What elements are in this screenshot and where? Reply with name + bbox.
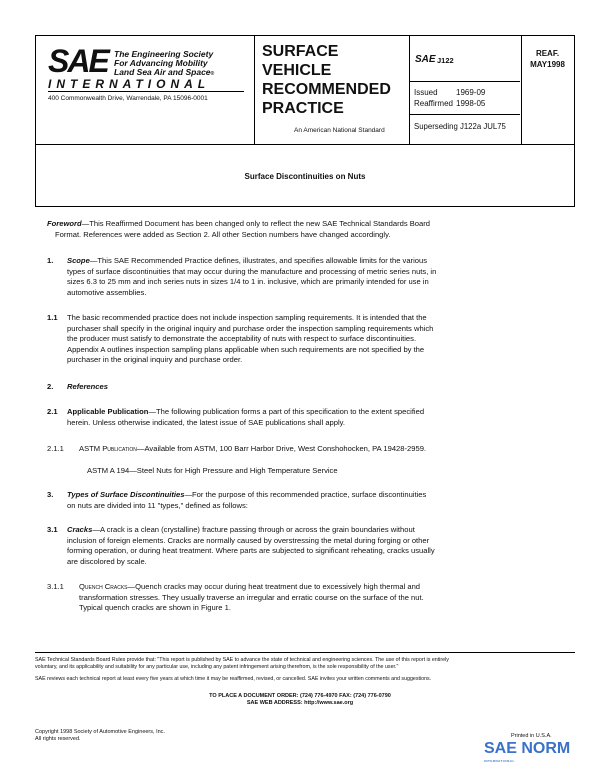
doc-type-cell [254,36,410,144]
ans-label: An American National Standard [294,127,385,134]
foreword: Foreword—This Reaffirmed Document has been changed only to reflect the new SAE Technical Standards Board Format. References were added as Section 2. All other Section numbers have changed accordingly. [47,219,430,239]
copyright: Copyright 1998 Society of Automotive Engineers, Inc. All rights reserved. [35,729,165,742]
web-address: SAE WEB ADDRESS: http://www.sae.org [246,700,354,706]
reaffirmed-stamp: REAF. MAY1998 [530,49,565,69]
footer-rule [35,652,575,653]
order-info: TO PLACE A DOCUMENT ORDER: (724) 776-4970 FAX: (724) 776-0790 [209,693,391,699]
doc-type: SURFACE VEHICLE RECOMMENDED PRACTICE [262,43,391,117]
divider [409,81,520,82]
reaffirmed-cell [521,36,574,144]
publisher-address: 400 Commonwealth Drive, Warrendale, PA 15096-0001 [48,95,208,102]
document-page: SAE The Engineering Society For Advancing Mobility Land Sea Air and Space® INTERNATIONAL 400 Commonwealth Drive, Warrendale, PA 15096-0001 SURFACE VEHICLE RECOMMENDED PRACTICE An American National Standard SAE J122 Issued 1969-09 Reaffirmed 1998-05 Superseding J122a JUL75 REAF. MAY1998 Surface Discontinuities on Nuts Foreword—This Reaffirmed Document has been changed only to reflect the new SAE Technical Standards Board Format. References were added as Section 2. All other Section numbers have changed accordingly. 1. Scope—This SAE Recommended Practice defines, illustrates, and specifies allowable limits for the various types of surface discontinuities that may occur during the manufacture and processing of metric series nuts, in sizes 6.3 to 25 mm and inch series nuts in sizes 1/4 to 1 in. inclusive, which are primarily intended for use in automotive assemblies. 1.1 The basic recommended practice does not include inspection sampling requirements. It is intended that the purchaser shall specify in the original inquiry and purchase order the inspection sampling requirements which the producer must satisfy to demonstrate the acceptability of nuts with respect to surface discontinuities. Appendix A outlines inspection sampling plans applicable when such requirements are not specified by the purchaser in the original inquiry and purchase order. 2. References 2.1 Applicable Publication—The following publication forms a part of this specification to the extent specified herein. Unless otherwise indicated, the latest issue of SAE publications shall apply. 2.1.1 ASTM Publication—Available from ASTM, 100 Barr Harbor Drive, West Conshohocken, PA 19428-2959. ASTM A 194—Steel Nuts for High Pressure and High Temperature Service 3. Types of Surface Discontinuities—For the purpose of this recommended practice, surface discontinuities on nuts are divided into 11 "types," defined as follows: 3.1 Cracks—A crack is a clean (crystalline) fracture passing through or across the grain boundaries without inclusion of foreign elements. Cracks are normally caused by overstressing the metal during forging or other forming operation, or during heat treatment. Where parts are subjected to significant reheating, cracks usually are discolored by scale. 3.1.1 Quench Cracks—Quench cracks may occur during heat treatment due to excessively high thermal and transformation stresses. They usually traverse an irregular and erratic course on the surface of the nut. Typical quench cracks are shown in Figure 1. SAE Technical Standards Board Rules provide that: "This report is published by SAE to advance the state of technical and engineering sciences. The use of this report is entirely voluntary, and its applicability and suitability for any particular use, including any patent infringement arising therefrom, is the sole responsibility of the user." SAE reviews each technical report at least every five years at which time it may be reaffirmed, revised, or cancelled. SAE invites your written comments and suggestions. TO PLACE A DOCUMENT ORDER: (724) 776-4970 FAX: (724) 776-0790 SAE WEB ADDRESS: http://www.sae.org Copyright 1998 Society of Automotive Engineers, Inc. All rights reserved. Printed in U.S.A. SAE NORM INTERNATIONAL [0,0,600,776]
society-tagline: The Engineering Society For Advancing Mobility Land Sea Air and Space® [114,49,215,77]
divider [409,114,520,115]
std-number: J122 [437,56,454,65]
std-info-cell [409,36,522,144]
astm-reference: ASTM A 194—Steel Nuts for High Pressure and High Temperature Service [87,466,338,475]
std-logo: SAE [415,54,436,65]
publisher-cell [36,36,255,144]
issue-dates: Issued 1969-09 Reaffirmed 1998-05 [414,88,486,108]
footer-note-rules: SAE Technical Standards Board Rules provide that: "This report is published by SAE to advance the state of technical and engineering sciences. The use of this report is entirely voluntary, and its applicability and suitability for any particular use, including any patent infringement arising therefrom, is the sole responsibility of the user." [35,657,449,670]
sae-norm-watermark: SAE NORM INTERNATIONAL [484,740,571,763]
international-label: INTERNATIONAL [48,77,211,91]
sae-logo: SAE [48,43,108,79]
printed-in: Printed in U.S.A. [511,733,552,739]
footer-note-review: SAE reviews each technical report at least every five years at which time it may be reaffirmed, revised, or cancelled. SAE invites your written comments and suggestions. [35,676,432,682]
document-title: Surface Discontinuities on Nuts [244,172,366,181]
title-box [35,145,575,207]
superseding: Superseding J122a JUL75 [414,122,506,131]
header-box [35,35,575,145]
divider [48,91,244,92]
